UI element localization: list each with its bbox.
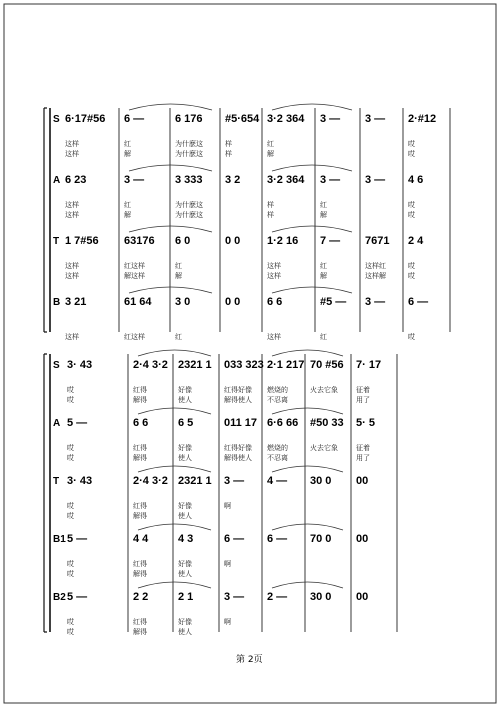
lyric: 这样解 bbox=[365, 272, 386, 280]
lyric: 红 bbox=[175, 333, 182, 341]
lyric: 不忍离 bbox=[267, 396, 288, 404]
lyric: 这样 bbox=[267, 262, 281, 270]
slur bbox=[129, 287, 212, 293]
note-group: 4 3 bbox=[178, 533, 194, 545]
system-brace bbox=[44, 354, 47, 632]
note-group: 6 — bbox=[224, 533, 245, 545]
lyric: 用了 bbox=[356, 454, 370, 462]
lyric: 为什麽这 bbox=[175, 150, 203, 158]
lyric: 红得 bbox=[133, 618, 147, 626]
note-group: 70 0 bbox=[310, 533, 332, 545]
lyric: 为什麽这 bbox=[175, 211, 203, 219]
note-group: 1·2 16 bbox=[267, 235, 299, 247]
lyric: 哎 bbox=[408, 262, 415, 270]
note-group: 7671 bbox=[365, 235, 390, 247]
lyric: 征着 bbox=[356, 444, 370, 452]
note-group: 011 17 bbox=[224, 417, 258, 429]
lyric: 这样 bbox=[65, 262, 79, 270]
lyric: 红得 bbox=[133, 560, 147, 568]
lyric: 哎 bbox=[408, 140, 415, 148]
lyric: 样 bbox=[225, 140, 232, 148]
lyric: 这样 bbox=[65, 201, 79, 209]
lyric: 红得 bbox=[133, 444, 147, 452]
lyric: 燃烧的 bbox=[267, 386, 288, 394]
part-label: B2 bbox=[53, 592, 66, 603]
note-group: 6 — bbox=[408, 296, 429, 308]
lyric: 解得使人 bbox=[224, 454, 252, 462]
lyric: 哎 bbox=[408, 201, 415, 209]
lyric: 哎 bbox=[67, 502, 74, 510]
note-group: 4 — bbox=[267, 475, 288, 487]
lyric: 火去它象 bbox=[310, 444, 338, 452]
note-group: 2 — bbox=[267, 591, 288, 603]
slur bbox=[272, 408, 343, 414]
lyric: 哎 bbox=[408, 211, 415, 219]
lyric: 哎 bbox=[67, 570, 74, 578]
note-group: 3·2 364 bbox=[267, 174, 305, 186]
lyric: 红得 bbox=[133, 502, 147, 510]
note-group: 2·1 217 bbox=[267, 359, 305, 371]
note-group: 033 323 bbox=[224, 359, 264, 371]
lyric: 哎 bbox=[408, 272, 415, 280]
note-group: 61 64 bbox=[124, 296, 152, 308]
lyric: 使人 bbox=[178, 512, 192, 520]
part-label: S bbox=[53, 114, 60, 125]
lyric: 这样 bbox=[267, 272, 281, 280]
lyric: 红得好像 bbox=[224, 444, 252, 452]
note-group: 1 7#56 bbox=[65, 235, 99, 247]
lyric: 哎 bbox=[408, 333, 415, 341]
lyric: 解 bbox=[320, 211, 327, 219]
lyric: 啊 bbox=[224, 618, 231, 626]
part-label: T bbox=[53, 476, 60, 487]
lyric: 使人 bbox=[178, 396, 192, 404]
system-brace bbox=[44, 108, 47, 332]
lyric: 哎 bbox=[67, 628, 74, 636]
lyric: 解 bbox=[175, 272, 182, 280]
note-group: 6 — bbox=[124, 113, 145, 125]
part-label: A bbox=[53, 418, 61, 429]
lyric: 用了 bbox=[356, 396, 370, 404]
lyric: 使人 bbox=[178, 628, 192, 636]
note-group: 00 bbox=[356, 591, 369, 603]
lyric: 解 bbox=[124, 211, 131, 219]
lyric: 为什麽这 bbox=[175, 140, 203, 148]
slur bbox=[272, 466, 343, 472]
lyric: 哎 bbox=[67, 512, 74, 520]
slur bbox=[272, 350, 343, 356]
note-group: 0 0 bbox=[225, 296, 241, 308]
lyric: 好像 bbox=[178, 560, 192, 568]
note-group: 3 — bbox=[224, 591, 245, 603]
lyric: 好像 bbox=[178, 386, 192, 394]
lyric: 不忍离 bbox=[267, 454, 288, 462]
note-group: #5 — bbox=[320, 296, 347, 308]
note-group: 3 333 bbox=[175, 174, 203, 186]
lyric: 啊 bbox=[224, 502, 231, 510]
lyric: 红 bbox=[175, 262, 182, 270]
note-group: 6 5 bbox=[178, 417, 194, 429]
slur bbox=[138, 350, 211, 356]
note-group: 3· 43 bbox=[67, 475, 93, 487]
note-group: 3 — bbox=[224, 475, 245, 487]
lyric: 红 bbox=[267, 140, 274, 148]
note-group: 3 — bbox=[124, 174, 145, 186]
note-group: 3 2 bbox=[225, 174, 241, 186]
slur bbox=[138, 582, 211, 588]
lyric: 样 bbox=[267, 211, 274, 219]
slur bbox=[129, 165, 212, 171]
note-group: 6 0 bbox=[175, 235, 191, 247]
note-group: 0 0 bbox=[225, 235, 241, 247]
lyric: 红得好像 bbox=[224, 386, 252, 394]
note-group: 3 0 bbox=[175, 296, 191, 308]
lyric: 哎 bbox=[67, 386, 74, 394]
note-group: 00 bbox=[356, 533, 369, 545]
part-label: B1 bbox=[53, 534, 66, 545]
lyric: 这样 bbox=[65, 211, 79, 219]
note-group: 2·4 3·2 bbox=[133, 359, 168, 371]
lyric: 红 bbox=[320, 201, 327, 209]
slur bbox=[129, 104, 212, 110]
lyric: 哎 bbox=[67, 444, 74, 452]
note-group: 2·4 3·2 bbox=[133, 475, 168, 487]
lyric: 红这样 bbox=[124, 262, 145, 270]
part-label: B bbox=[53, 297, 61, 308]
lyric: 使人 bbox=[178, 454, 192, 462]
lyric: 解得 bbox=[133, 512, 147, 520]
slur bbox=[272, 165, 352, 171]
lyric: 解这样 bbox=[124, 272, 145, 280]
lyric: 解 bbox=[320, 272, 327, 280]
lyric: 这样 bbox=[65, 272, 79, 280]
note-group: 63176 bbox=[124, 235, 155, 247]
lyric: 解得 bbox=[133, 454, 147, 462]
lyric: 这样红 bbox=[365, 262, 386, 270]
slur bbox=[129, 226, 212, 232]
lyric: 这样 bbox=[65, 333, 79, 341]
note-group: 6 6 bbox=[133, 417, 149, 429]
note-group: 30 0 bbox=[310, 591, 332, 603]
lyric: 样 bbox=[225, 150, 232, 158]
note-group: 3· 43 bbox=[67, 359, 93, 371]
lyric: 燃烧的 bbox=[267, 444, 288, 452]
note-group: 3 — bbox=[320, 174, 341, 186]
page-number: 第 2页 bbox=[236, 655, 263, 665]
note-group: 6·17#56 bbox=[65, 113, 106, 125]
note-group: 2 2 bbox=[133, 591, 149, 603]
lyric: 红得 bbox=[133, 386, 147, 394]
lyric: 征着 bbox=[356, 386, 370, 394]
note-group: 7· 17 bbox=[356, 359, 382, 371]
note-group: 2·#12 bbox=[408, 113, 437, 125]
lyric: 哎 bbox=[67, 454, 74, 462]
lyric: 红这样 bbox=[124, 333, 145, 341]
note-group: 6 6 bbox=[267, 296, 283, 308]
lyric: 火去它象 bbox=[310, 386, 338, 394]
part-label: T bbox=[53, 236, 60, 247]
note-group: 7 — bbox=[320, 235, 341, 247]
lyric: 解得使人 bbox=[224, 396, 252, 404]
note-group: 3 — bbox=[365, 174, 386, 186]
note-group: 6·6 66 bbox=[267, 417, 299, 429]
lyric: 哎 bbox=[67, 560, 74, 568]
note-group: 6 23 bbox=[65, 174, 87, 186]
lyric: 哎 bbox=[67, 618, 74, 626]
lyric: 红 bbox=[124, 140, 131, 148]
slur bbox=[272, 104, 352, 110]
note-group: 30 0 bbox=[310, 475, 332, 487]
lyric: 红 bbox=[320, 262, 327, 270]
note-group: 5· 5 bbox=[356, 417, 375, 429]
note-group: 5 — bbox=[67, 533, 88, 545]
part-label: S bbox=[53, 360, 60, 371]
note-group: 6 — bbox=[267, 533, 288, 545]
slur bbox=[138, 408, 211, 414]
note-group: 4 6 bbox=[408, 174, 424, 186]
lyric: 红 bbox=[320, 333, 327, 341]
slur bbox=[138, 466, 211, 472]
slur bbox=[272, 524, 343, 530]
lyric: 这样 bbox=[65, 140, 79, 148]
note-group: 4 4 bbox=[133, 533, 149, 545]
lyric: 这样 bbox=[65, 150, 79, 158]
lyric: 解 bbox=[267, 150, 274, 158]
note-group: 3 — bbox=[320, 113, 341, 125]
note-group: 2321 1 bbox=[178, 359, 212, 371]
note-group: 3 — bbox=[365, 113, 386, 125]
note-group: 6 176 bbox=[175, 113, 203, 125]
lyric: 为什麽这 bbox=[175, 201, 203, 209]
slur bbox=[272, 582, 343, 588]
note-group: 2 1 bbox=[178, 591, 194, 603]
slur bbox=[138, 524, 211, 530]
note-group: 3 — bbox=[365, 296, 386, 308]
note-group: 00 bbox=[356, 475, 369, 487]
note-group: 2321 1 bbox=[178, 475, 212, 487]
part-label: A bbox=[53, 175, 61, 186]
lyric: 解得 bbox=[133, 396, 147, 404]
lyric: 红 bbox=[124, 201, 131, 209]
lyric: 解得 bbox=[133, 570, 147, 578]
note-group: 2 4 bbox=[408, 235, 424, 247]
slur bbox=[272, 287, 352, 293]
note-group: #5·654 bbox=[225, 113, 260, 125]
lyric: 好像 bbox=[178, 444, 192, 452]
lyric: 啊 bbox=[224, 560, 231, 568]
note-group: #50 33 bbox=[310, 417, 344, 429]
lyric: 使人 bbox=[178, 570, 192, 578]
lyric: 解得 bbox=[133, 628, 147, 636]
lyric: 哎 bbox=[408, 150, 415, 158]
note-group: 3·2 364 bbox=[267, 113, 305, 125]
lyric: 这样 bbox=[267, 333, 281, 341]
lyric: 好像 bbox=[178, 618, 192, 626]
lyric: 哎 bbox=[67, 396, 74, 404]
note-group: 70 #56 bbox=[310, 359, 344, 371]
slur bbox=[272, 226, 352, 232]
note-group: 5 — bbox=[67, 417, 88, 429]
lyric: 样 bbox=[267, 201, 274, 209]
note-group: 5 — bbox=[67, 591, 88, 603]
note-group: 3 21 bbox=[65, 296, 87, 308]
lyric: 好像 bbox=[178, 502, 192, 510]
lyric: 解 bbox=[124, 150, 131, 158]
